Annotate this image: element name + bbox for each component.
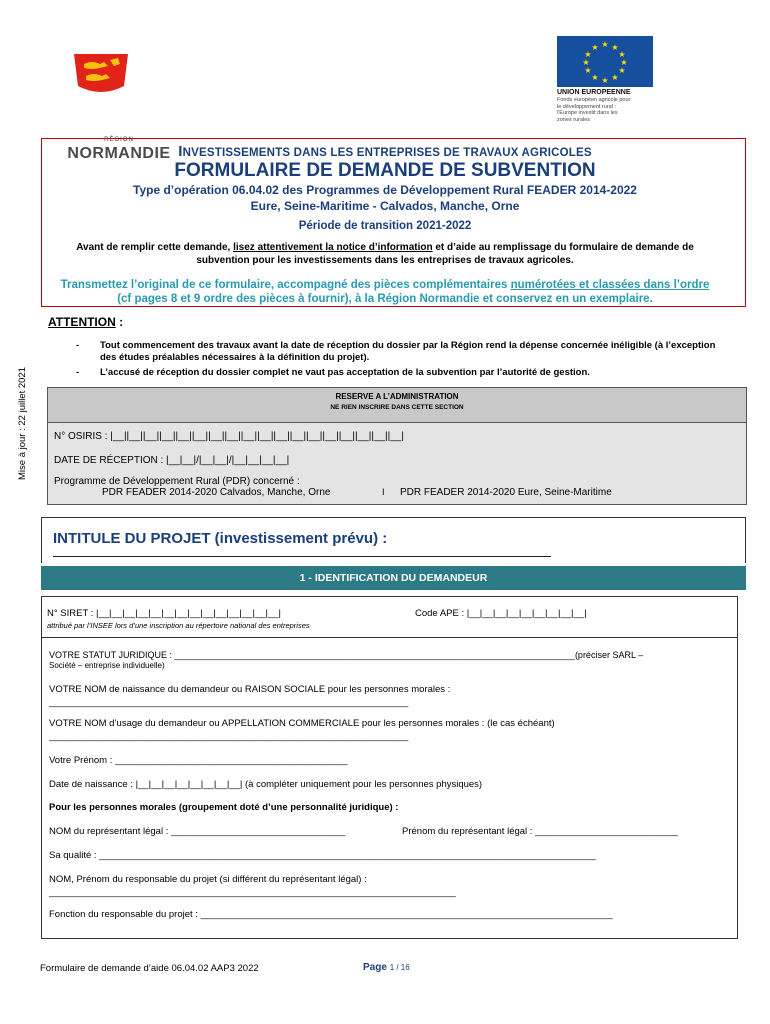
region-normandie-logo (64, 52, 171, 162)
eu-title: UNION EUROPEENNE (557, 89, 631, 96)
intro-text (50, 241, 720, 267)
footer-form-reference: Formulaire de demande d’aide 06.04.02 AAP3 2022 (40, 963, 259, 974)
intro-part: et d’aide au remplissage du formulaire de demande de subvention pour les investissements dans les entreprises de travaux agricoles. (196, 242, 694, 266)
admin-section (47, 387, 747, 505)
form-main-title: FORMULAIRE DE DEMANDE DE SUBVENTION (174, 160, 596, 181)
svg-text:★: ★ (601, 76, 609, 85)
pdr-option-eure: PDR FEADER 2014-2020 Eure, Seine-Maritime (400, 487, 612, 498)
svg-text:★: ★ (611, 43, 619, 52)
svg-text:★: ★ (584, 66, 592, 75)
attention-colon: : (115, 315, 124, 329)
usage-name-label: VOTRE NOM d’usage du demandeur ou APPELLATION COMMERCIALE pour les personnes morales : (le cas échéant) (49, 718, 555, 729)
normandie-shield-icon (70, 52, 132, 96)
svg-text:★: ★ (611, 73, 619, 82)
transmit-underlined: numérotées et classées dans l’ordre (510, 279, 710, 291)
attention-heading (48, 315, 123, 329)
project-manager-input[interactable]: _____________________________________________________________________________ (49, 887, 456, 898)
admin-header (48, 388, 746, 423)
project-title: INTITULE DU PROJET (investissement prévu) : (53, 530, 388, 547)
eu-caption-line: zones rurales (557, 116, 591, 123)
legal-rep-firstname-field[interactable]: Prénom du représentant légal : ___________________________ (402, 826, 678, 837)
footer-page-number (363, 962, 410, 973)
svg-text:★: ★ (618, 50, 626, 59)
svg-text:★: ★ (591, 73, 599, 82)
eu-logo (557, 36, 655, 131)
title-rest: NVESTISSEMENTS DANS LES ENTREPRISES DE TRAVAUX AGRICOLES (182, 147, 592, 159)
attention-bullet (76, 367, 726, 379)
svg-text:★: ★ (618, 66, 626, 75)
transmit-instructions (55, 278, 715, 306)
pdr-option-calvados: PDR FEADER 2014-2020 Calvados, Manche, Orne (102, 487, 331, 498)
section-identification-header: 1 - IDENTIFICATION DU DEMANDEUR (41, 566, 746, 590)
eu-flag-icon (557, 36, 653, 87)
eu-caption (557, 97, 655, 123)
birth-date-field[interactable]: Date de naissance : |__|__|__|__|__|__|__|__| (à compléter uniquement pour les personnes physiques) (49, 779, 483, 790)
svg-text:★: ★ (584, 50, 592, 59)
legal-status-hint: Société – entreprise individuelle) (49, 661, 165, 670)
bullet-text: L’accusé de réception du dossier complet ne vaut pas acceptation de la subvention par l’autorité de gestion. (100, 367, 590, 378)
page-count: 1 / 16 (389, 963, 410, 972)
normandie-label: NORMANDIE (67, 145, 171, 162)
eu-caption-line: l'Europe investit dans les (557, 110, 618, 116)
page-label: Page (363, 962, 390, 973)
svg-text:★: ★ (601, 40, 609, 49)
departments: Eure, Seine-Maritime - Calvados, Manche, Orne (250, 199, 520, 213)
attention-bullet (76, 340, 726, 364)
first-name-field[interactable]: Votre Prénom : ____________________________________________ (49, 755, 348, 766)
svg-text:★: ★ (591, 43, 599, 52)
intro-part: Avant de remplir cette demande, (76, 242, 234, 253)
transmit-part: (cf pages 8 et 9 ordre des pièces à fournir), à la Région Normandie et conservez en un exemplaire. (117, 293, 653, 305)
form-category-title (0, 143, 770, 160)
pdr-label: Programme de Développement Rural (PDR) concerné : (54, 476, 300, 487)
intro-notice-link: lisez attentivement la notice d’information (233, 242, 433, 253)
region-label: RÉGION (104, 137, 134, 143)
legal-entities-heading: Pour les personnes morales (groupement doté d’une personnalité juridique) : (49, 802, 399, 813)
transition-period: Période de transition 2021-2022 (298, 220, 472, 232)
project-title-input-line[interactable] (53, 556, 551, 557)
bullet-dash: - (76, 367, 80, 378)
admin-body (48, 423, 746, 504)
legal-rep-name-field[interactable]: NOM du représentant légal : _________________________________ (49, 826, 346, 837)
reception-date-field: DATE DE RÉCEPTION : |__|__|/|__|__|/|__|__|__|__| (54, 455, 290, 466)
legal-status-field[interactable]: VOTRE STATUT JURIDIQUE : ________________________________________________________________________________(préciser SARL – (49, 650, 644, 660)
capacity-field[interactable]: Sa qualité : ______________________________________________________________________________________________ (49, 850, 596, 861)
title-initial: I (178, 143, 183, 160)
osiris-field: N° OSIRIS : |__||__||__||__||__||__||__||__||__||__||__||__||__||__||__||__||__||__| (54, 431, 404, 442)
birth-name-label: VOTRE NOM de naissance du demandeur ou RAISON SOCIALE pour les personnes morales : (49, 684, 451, 695)
siret-note: attribué par l’INSEE lors d’une inscription au répertoire national des entreprises (47, 621, 310, 630)
usage-name-input[interactable]: ____________________________________________________________________ (49, 731, 409, 742)
transmit-part: Transmettez l’original de ce formulaire, accompagné des pièces complémentaires (60, 279, 511, 291)
siret-field[interactable]: N° SIRET : |__|__|__|__|__|__|__|__|__|__|__|__|__|__| (47, 608, 281, 619)
svg-text:★: ★ (582, 58, 590, 67)
admin-subtitle: NE RIEN INSCRIRE DANS CETTE SECTION (330, 404, 464, 411)
manager-function-field[interactable]: Fonction du responsable du projet : ______________________________________________________________________________ (49, 909, 613, 920)
eu-caption-line: le développement rural : (557, 103, 617, 110)
update-date-note: Mise à jour : 22 juillet 2021 (17, 366, 28, 480)
admin-title: RESERVE A L’ADMINISTRATION (335, 392, 459, 401)
bullet-text: Tout commencement des travaux avant la date de réception du dossier par la Région rend la dépense concernée inéligible (à l’exception des études préalables nécessaires à la définition du projet). (100, 340, 716, 363)
operation-type: Type d’opération 06.04.02 des Programmes de Développement Rural FEADER 2014-2022 (133, 183, 637, 197)
bullet-dash: - (76, 340, 80, 351)
project-manager-label: NOM, Prénom du responsable du projet (si différent du représentant légal) : (49, 874, 367, 885)
svg-text:★: ★ (620, 58, 628, 67)
pdr-separator: I (382, 487, 385, 497)
eu-caption-line: Fonds européen agricole pour (557, 97, 631, 103)
attention-label: ATTENTION (48, 315, 116, 329)
ape-field[interactable]: Code APE : |__|__|__|__|__|__|__|__|__| (415, 608, 587, 619)
birth-name-input[interactable]: ____________________________________________________________________ (49, 697, 409, 708)
